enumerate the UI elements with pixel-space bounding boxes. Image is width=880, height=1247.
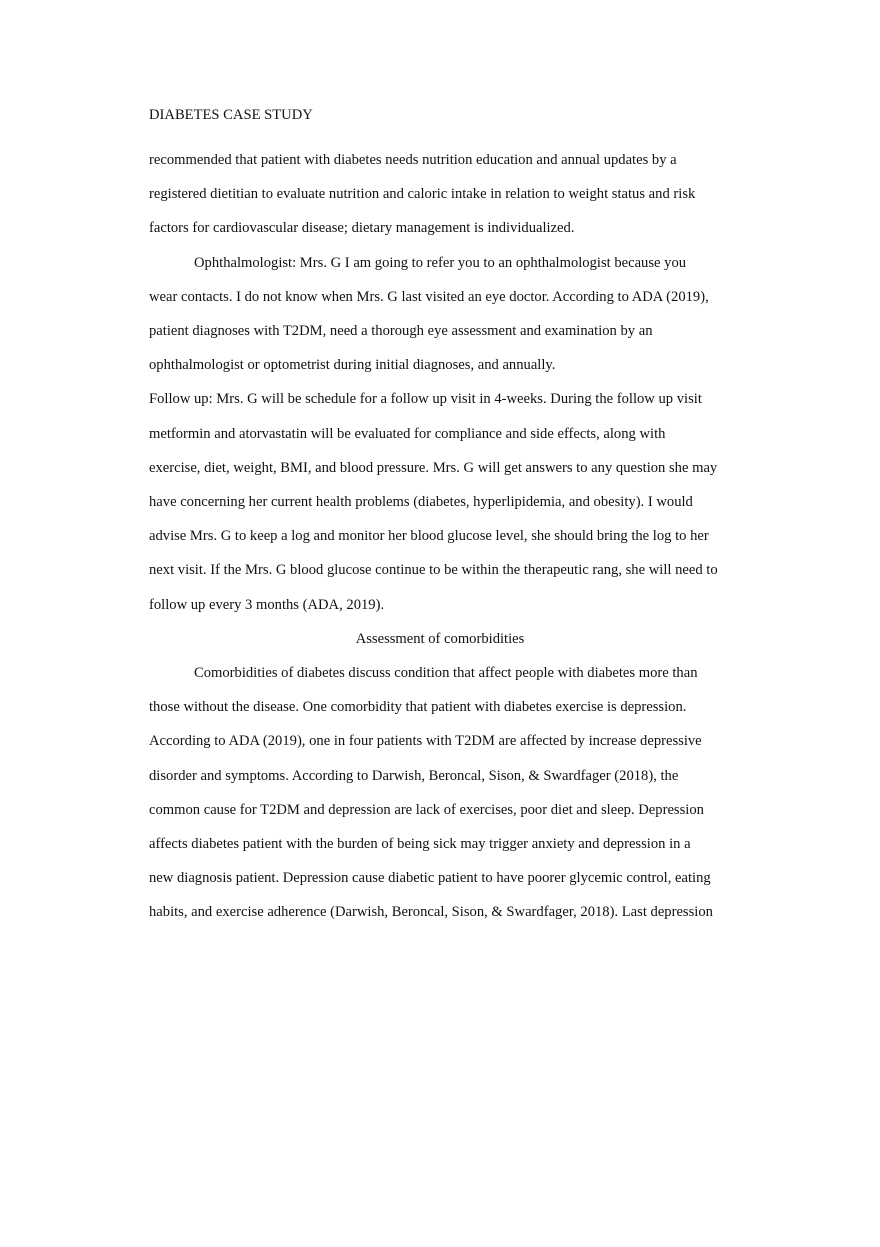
- text-line: exercise, diet, weight, BMI, and blood pressure. Mrs. G will get answers to any question she may: [149, 459, 718, 476]
- running-header: DIABETES CASE STUDY: [149, 107, 313, 123]
- text-line: Ophthalmologist: Mrs. G I am going to refer you to an ophthalmologist because you: [194, 254, 687, 271]
- text-line: follow up every 3 months (ADA, 2019).: [149, 596, 385, 613]
- text-line: new diagnosis patient. Depression cause diabetic patient to have poorer glycemic control, eating: [149, 870, 711, 887]
- text-line: disorder and symptoms. According to Darwish, Beroncal, Sison, & Swardfager (2018), the: [149, 767, 679, 784]
- text-line: affects diabetes patient with the burden of being sick may trigger anxiety and depression in a: [149, 836, 691, 852]
- text-line: wear contacts. I do not know when Mrs. G last visited an eye doctor. According to ADA (2019),: [149, 288, 709, 305]
- text-line: have concerning her current health problems (diabetes, hyperlipidemia, and obesity). I would: [149, 494, 693, 510]
- text-line: patient diagnoses with T2DM, need a thorough eye assessment and examination by an: [149, 323, 653, 339]
- text-line: common cause for T2DM and depression are lack of exercises, poor diet and sleep. Depression: [149, 801, 704, 818]
- text-line: ophthalmologist or optometrist during initial diagnoses, and annually.: [149, 357, 556, 374]
- text-line: next visit. If the Mrs. G blood glucose continue to be within the therapeutic rang, she will need to: [149, 562, 718, 579]
- text-line: those without the disease. One comorbidity that patient with diabetes exercise is depression.: [149, 699, 687, 716]
- text-line: advise Mrs. G to keep a log and monitor her blood glucose level, she should bring the log to her: [149, 528, 709, 545]
- text-line: Comorbidities of diabetes discuss condition that affect people with diabetes more than: [194, 665, 698, 681]
- text-line: factors for cardiovascular disease; dietary management is individualized.: [149, 220, 575, 237]
- text-line: According to ADA (2019), one in four patients with T2DM are affected by increase depressive: [149, 733, 702, 750]
- text-line: habits, and exercise adherence (Darwish, Beroncal, Sison, & Swardfager, 2018). Last depression: [149, 904, 713, 921]
- text-line: Follow up: Mrs. G will be schedule for a follow up visit in 4-weeks. During the follow up visit: [149, 391, 702, 408]
- text-line: metformin and atorvastatin will be evaluated for compliance and side effects, along with: [149, 425, 666, 442]
- text-line: recommended that patient with diabetes needs nutrition education and annual updates by a: [149, 152, 677, 168]
- text-line: registered dietitian to evaluate nutrition and caloric intake in relation to weight status and risk: [149, 186, 696, 203]
- section-heading: Assessment of comorbidities: [355, 630, 525, 647]
